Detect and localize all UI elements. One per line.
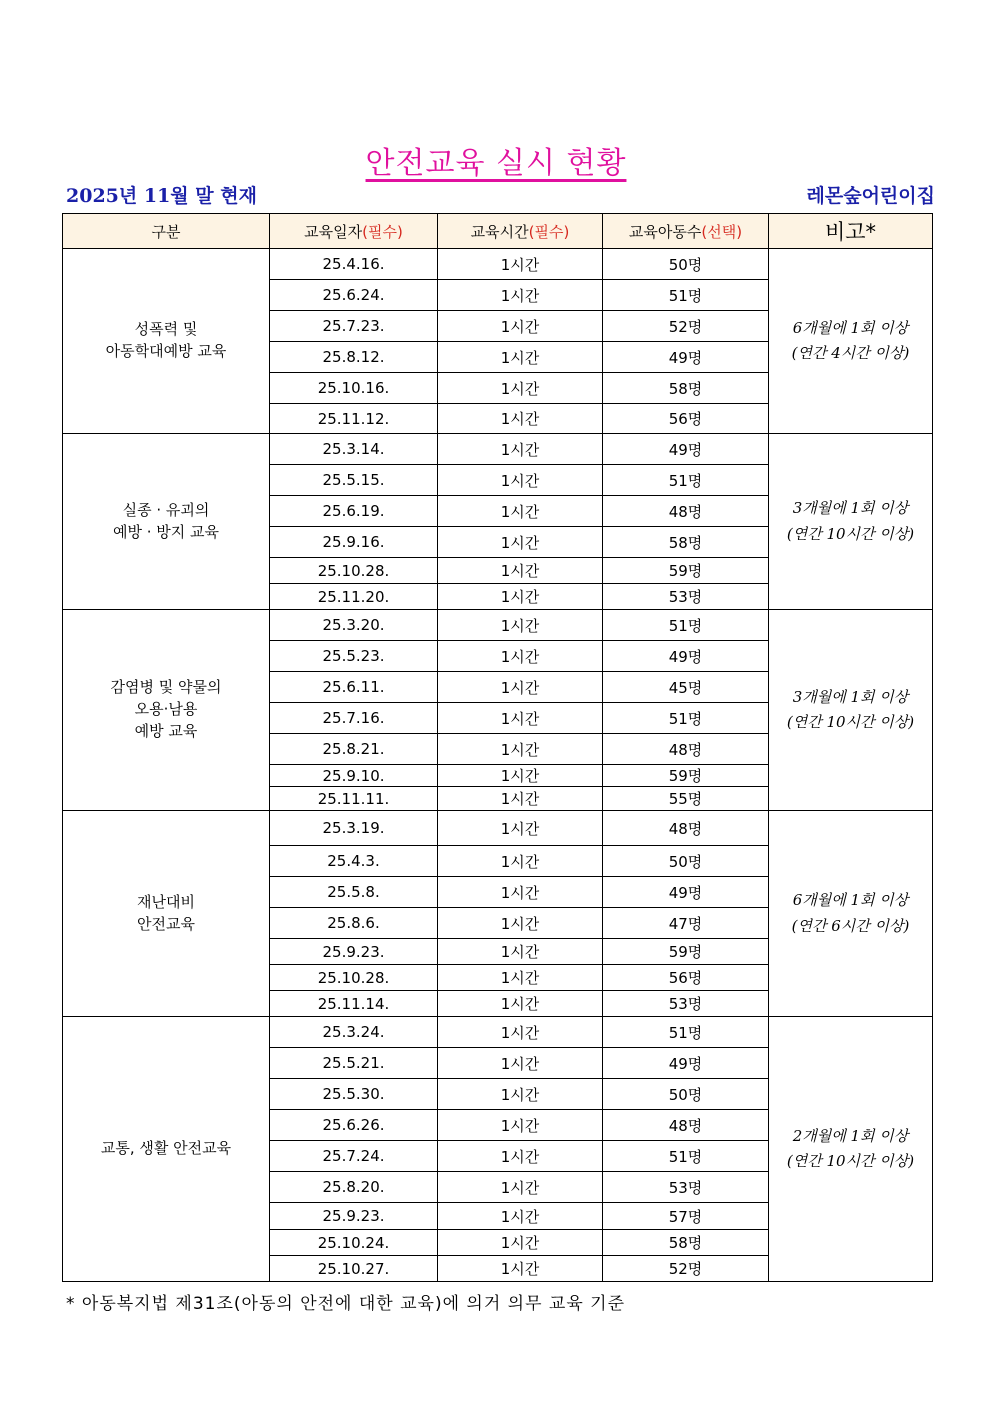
children-count-cell: 53명: [603, 991, 769, 1017]
duration-cell: 1시간: [438, 908, 603, 939]
date-cell: 25.6.26.: [270, 1110, 438, 1141]
duration-cell: 1시간: [438, 672, 603, 703]
remark-cell: [769, 610, 933, 811]
header-note-label: 비고*: [824, 220, 877, 244]
duration-cell: 1시간: [438, 342, 603, 373]
duration-cell: 1시간: [438, 1203, 603, 1230]
table-row: [63, 610, 933, 641]
category-line: 실종 · 유괴의: [122, 500, 210, 519]
date-cell: 25.8.6.: [270, 908, 438, 939]
footnote: * 아동복지법 제31조(아동의 안전에 대한 교육)에 의거 의무 교육 기준: [66, 1294, 626, 1314]
date-cell: 25.9.10.: [270, 765, 438, 787]
duration-cell: 1시간: [438, 641, 603, 672]
children-count-cell: 52명: [603, 311, 769, 342]
children-count-cell: 58명: [603, 527, 769, 558]
remark-cell: [769, 811, 933, 1017]
duration-cell: 1시간: [438, 1172, 603, 1203]
header-date-required: (필수): [362, 222, 403, 241]
header-children-label: 교육아동수: [628, 222, 702, 241]
header-duration-label: 교육시간: [470, 222, 529, 241]
duration-cell: 1시간: [438, 527, 603, 558]
children-count-cell: 49명: [603, 877, 769, 908]
duration-cell: 1시간: [438, 249, 603, 280]
remark-cell: [769, 1017, 933, 1282]
children-count-cell: 48명: [603, 496, 769, 527]
children-count-cell: 49명: [603, 1048, 769, 1079]
category-line: 안전교육: [137, 914, 195, 933]
remark-line: 6개월에 1회 이상: [792, 891, 909, 909]
date-cell: 25.3.20.: [270, 610, 438, 641]
category-line: 예방 · 방지 교육: [112, 522, 219, 541]
duration-cell: 1시간: [438, 280, 603, 311]
date-cell: 25.9.23.: [270, 1203, 438, 1230]
header-duration: [438, 214, 603, 249]
category-line: 감염병 및 약물의: [110, 678, 222, 697]
children-count-cell: 56명: [603, 404, 769, 434]
children-count-cell: 48명: [603, 1110, 769, 1141]
duration-cell: 1시간: [438, 787, 603, 811]
table-body: [63, 249, 933, 1282]
duration-cell: 1시간: [438, 1141, 603, 1172]
remark-line: 6개월에 1회 이상: [792, 318, 909, 337]
date-cell: 25.5.21.: [270, 1048, 438, 1079]
category-cell: [63, 249, 270, 434]
remark-line: (연간 4시간 이상): [791, 344, 910, 362]
date-cell: 25.11.11.: [270, 787, 438, 811]
duration-cell: 1시간: [438, 496, 603, 527]
table-row: [63, 249, 933, 280]
category-cell: [63, 1017, 270, 1282]
date-cell: 25.6.11.: [270, 672, 438, 703]
date-cell: 25.11.20.: [270, 584, 438, 610]
date-cell: 25.5.8.: [270, 877, 438, 908]
category-cell: [63, 610, 270, 811]
duration-cell: 1시간: [438, 434, 603, 465]
date-cell: 25.4.3.: [270, 846, 438, 877]
children-count-cell: 52명: [603, 1256, 769, 1282]
category-line: 재난대비: [137, 892, 195, 911]
duration-cell: 1시간: [438, 877, 603, 908]
duration-cell: 1시간: [438, 465, 603, 496]
children-count-cell: 45명: [603, 672, 769, 703]
table-row: [63, 811, 933, 846]
date-cell: 25.10.16.: [270, 373, 438, 404]
organization-name: 레몬숲어린이집: [806, 185, 935, 207]
date-cell: 25.10.28.: [270, 965, 438, 991]
duration-cell: 1시간: [438, 734, 603, 765]
date-cell: 25.3.14.: [270, 434, 438, 465]
remark-line: (연간 6시간 이상): [791, 916, 910, 935]
header-duration-required: (필수): [528, 222, 570, 241]
children-count-cell: 51명: [603, 1141, 769, 1172]
children-count-cell: 56명: [603, 965, 769, 991]
table-row: [63, 434, 933, 465]
category-cell: [63, 811, 270, 1017]
children-count-cell: 59명: [603, 939, 769, 965]
date-cell: 25.3.24.: [270, 1017, 438, 1048]
header-date-label: 교육일자: [304, 222, 363, 241]
education-table: [62, 213, 933, 1282]
date-cell: 25.7.24.: [270, 1141, 438, 1172]
date-cell: 25.8.21.: [270, 734, 438, 765]
category-line: 오용·남용: [134, 700, 198, 719]
header-date: [270, 214, 438, 249]
children-count-cell: 51명: [603, 703, 769, 734]
duration-cell: 1시간: [438, 1017, 603, 1048]
duration-cell: 1시간: [438, 558, 603, 584]
date-cell: 25.7.16.: [270, 703, 438, 734]
date-cell: 25.9.23.: [270, 939, 438, 965]
header-children: [603, 214, 769, 249]
remark-line: (연간 10시간 이상): [786, 713, 915, 731]
remark-line: 2개월에 1회 이상: [792, 1126, 909, 1145]
children-count-cell: 51명: [603, 280, 769, 311]
children-count-cell: 55명: [603, 787, 769, 811]
date-cell: 25.6.19.: [270, 496, 438, 527]
children-count-cell: 51명: [603, 1017, 769, 1048]
duration-cell: 1시간: [438, 373, 603, 404]
children-count-cell: 58명: [603, 373, 769, 404]
children-count-cell: 50명: [603, 846, 769, 877]
children-count-cell: 49명: [603, 434, 769, 465]
category-line: 교통, 생활 안전교육: [100, 1139, 232, 1158]
duration-cell: 1시간: [438, 404, 603, 434]
category-line: 예방 교육: [134, 721, 198, 740]
date-cell: 25.3.19.: [270, 811, 438, 846]
children-count-cell: 50명: [603, 249, 769, 280]
table-header-row: [63, 214, 933, 249]
duration-cell: 1시간: [438, 965, 603, 991]
header-category-label: 구분: [151, 222, 181, 241]
children-count-cell: 53명: [603, 1172, 769, 1203]
date-cell: 25.8.20.: [270, 1172, 438, 1203]
remark-line: (연간 10시간 이상): [786, 1152, 915, 1170]
children-count-cell: 47명: [603, 908, 769, 939]
remark-line: 3개월에 1회 이상: [792, 499, 909, 517]
children-count-cell: 59명: [603, 765, 769, 787]
category-line: 성폭력 및: [134, 320, 198, 339]
children-count-cell: 49명: [603, 342, 769, 373]
date-cell: 25.8.12.: [270, 342, 438, 373]
remark-line: (연간 10시간 이상): [786, 524, 915, 543]
duration-cell: 1시간: [438, 939, 603, 965]
date-cell: 25.10.24.: [270, 1230, 438, 1256]
date-cell: 25.10.27.: [270, 1256, 438, 1282]
children-count-cell: 48명: [603, 734, 769, 765]
duration-cell: 1시간: [438, 703, 603, 734]
date-cell: 25.5.30.: [270, 1079, 438, 1110]
date-cell: 25.9.16.: [270, 527, 438, 558]
remark-line: 3개월에 1회 이상: [792, 687, 909, 706]
duration-cell: 1시간: [438, 610, 603, 641]
children-count-cell: 59명: [603, 558, 769, 584]
children-count-cell: 57명: [603, 1203, 769, 1230]
children-count-cell: 58명: [603, 1230, 769, 1256]
date-cell: 25.11.14.: [270, 991, 438, 1017]
duration-cell: 1시간: [438, 846, 603, 877]
date-cell: 25.5.23.: [270, 641, 438, 672]
date-cell: 25.4.16.: [270, 249, 438, 280]
date-cell: 25.6.24.: [270, 280, 438, 311]
header-category: [63, 214, 270, 249]
children-count-cell: 50명: [603, 1079, 769, 1110]
children-count-cell: 51명: [603, 465, 769, 496]
header-note: [769, 214, 933, 249]
category-line: 아동학대예방 교육: [105, 342, 227, 360]
remark-cell: [769, 249, 933, 434]
children-count-cell: 49명: [603, 641, 769, 672]
duration-cell: 1시간: [438, 991, 603, 1017]
duration-cell: 1시간: [438, 311, 603, 342]
duration-cell: 1시간: [438, 584, 603, 610]
duration-cell: 1시간: [438, 1230, 603, 1256]
children-count-cell: 53명: [603, 584, 769, 610]
children-count-cell: 48명: [603, 811, 769, 846]
duration-cell: 1시간: [438, 1048, 603, 1079]
duration-cell: 1시간: [438, 1110, 603, 1141]
header-children-optional: (선택): [701, 222, 743, 241]
children-count-cell: 51명: [603, 610, 769, 641]
duration-cell: 1시간: [438, 1256, 603, 1282]
remark-cell: [769, 434, 933, 610]
duration-cell: 1시간: [438, 765, 603, 787]
category-cell: [63, 434, 270, 610]
date-cell: 25.11.12.: [270, 404, 438, 434]
date-cell: 25.7.23.: [270, 311, 438, 342]
duration-cell: 1시간: [438, 1079, 603, 1110]
table-row: [63, 1017, 933, 1048]
as-of-date: 2025년 11월 말 현재: [66, 185, 257, 207]
page-title: 안전교육 실시 현황: [365, 146, 627, 181]
date-cell: 25.10.28.: [270, 558, 438, 584]
date-cell: 25.5.15.: [270, 465, 438, 496]
duration-cell: 1시간: [438, 811, 603, 846]
